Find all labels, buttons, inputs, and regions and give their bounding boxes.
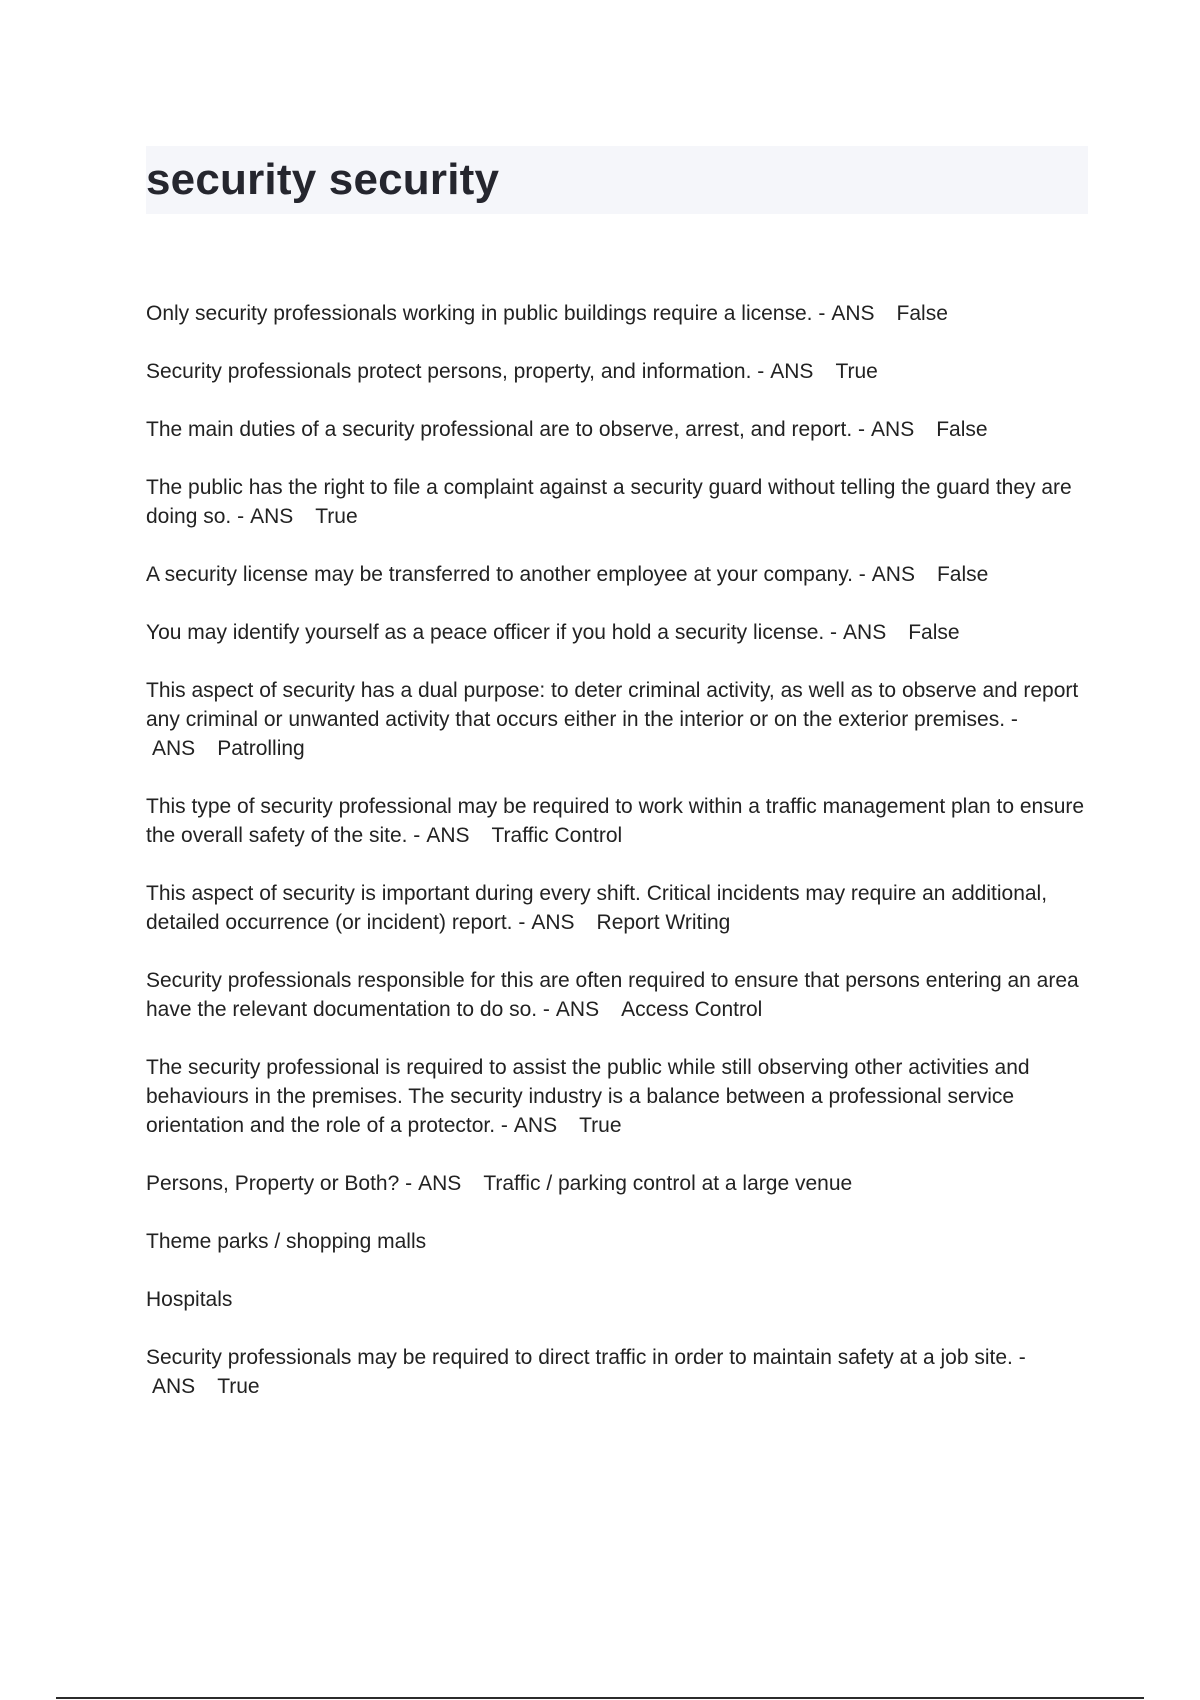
qa-item	[146, 1285, 1096, 1314]
answer-text: False	[936, 563, 989, 586]
answer-text: True	[579, 1114, 622, 1137]
ans-label: ANS	[152, 1375, 196, 1398]
qa-item	[146, 792, 1096, 850]
ans-label: ANS	[513, 1114, 558, 1137]
ans-label: ANS	[555, 998, 600, 1021]
qa-item	[146, 1227, 1096, 1256]
ans-label: ANS	[843, 621, 887, 644]
question-text: This aspect of security is important during every shift. Critical incidents may require an additional, detailed occurrence (or incident) report. -	[146, 882, 1048, 934]
answer-text: Report Writing	[596, 911, 731, 934]
answer-text: True	[217, 1375, 260, 1398]
question-text: You may identify yourself as a peace officer if you hold a security license. -	[146, 621, 838, 644]
question-text: Only security professionals working in public buildings require a license. -	[146, 302, 826, 325]
question-text: The public has the right to file a complaint against a security guard without telling the guard they are doing so. -	[146, 476, 1072, 528]
question-text: Security professionals protect persons, property, and information. -	[146, 360, 765, 383]
answer-text: True	[315, 505, 358, 528]
question-text: Theme parks / shopping malls	[146, 1230, 427, 1253]
qa-item	[146, 415, 1096, 444]
answer-text: Access Control	[621, 998, 763, 1021]
qa-item	[146, 1169, 1096, 1198]
ans-label: ANS	[531, 911, 575, 934]
ans-label: ANS	[831, 302, 875, 325]
question-text: This aspect of security has a dual purpose: to deter criminal activity, as well as to observe and report any criminal or unwanted activity that occurs either in the interior or on the exterior premises. -	[146, 679, 1079, 731]
answer-text: False	[908, 621, 960, 644]
qa-item	[146, 299, 1096, 328]
footer-divider	[56, 1697, 1144, 1699]
qa-item	[146, 473, 1096, 531]
qa-item	[146, 560, 1096, 589]
answer-text: False	[936, 418, 988, 441]
ans-label: ANS	[770, 360, 814, 383]
qa-list	[146, 299, 1096, 1430]
ans-label: ANS	[418, 1172, 462, 1195]
ans-label: ANS	[250, 505, 294, 528]
question-text: The security professional is required to assist the public while still observing other activities and behaviours in the premises. The security industry is a balance between a professional service orientation and the role of a protector. -	[146, 1056, 1030, 1137]
question-text: Security professionals may be required to direct traffic in order to maintain safety at a job site. -	[146, 1346, 1026, 1369]
qa-item	[146, 618, 1096, 647]
answer-text: False	[896, 302, 948, 325]
ans-label: ANS	[152, 737, 196, 760]
ans-label: ANS	[871, 563, 915, 586]
question-text: Persons, Property or Both? -	[146, 1172, 413, 1195]
qa-item	[146, 357, 1096, 386]
ans-label: ANS	[426, 824, 470, 847]
answer-text: Patrolling	[217, 737, 305, 760]
qa-item	[146, 1053, 1096, 1140]
answer-text: True	[835, 360, 878, 383]
question-text: This type of security professional may be required to work within a traffic management plan to ensure the overall safety of the site. -	[146, 795, 1085, 847]
qa-item	[146, 966, 1096, 1024]
ans-label: ANS	[871, 418, 915, 441]
question-text: The main duties of a security professional are to observe, arrest, and report. -	[146, 418, 866, 441]
qa-item	[146, 1343, 1096, 1401]
answer-text: Traffic Control	[491, 824, 623, 847]
question-text: Security professionals responsible for this are often required to ensure that persons entering an area have the relevant documentation to do so. -	[146, 969, 1079, 1021]
page-title: security security	[146, 155, 500, 204]
question-text: Hospitals	[146, 1288, 233, 1311]
answer-text: Traffic / parking control at a large venue	[483, 1172, 853, 1195]
question-text: A security license may be transferred to another employee at your company. -	[146, 563, 866, 586]
qa-item	[146, 879, 1096, 937]
title-banner	[146, 146, 1088, 214]
qa-item	[146, 676, 1096, 763]
